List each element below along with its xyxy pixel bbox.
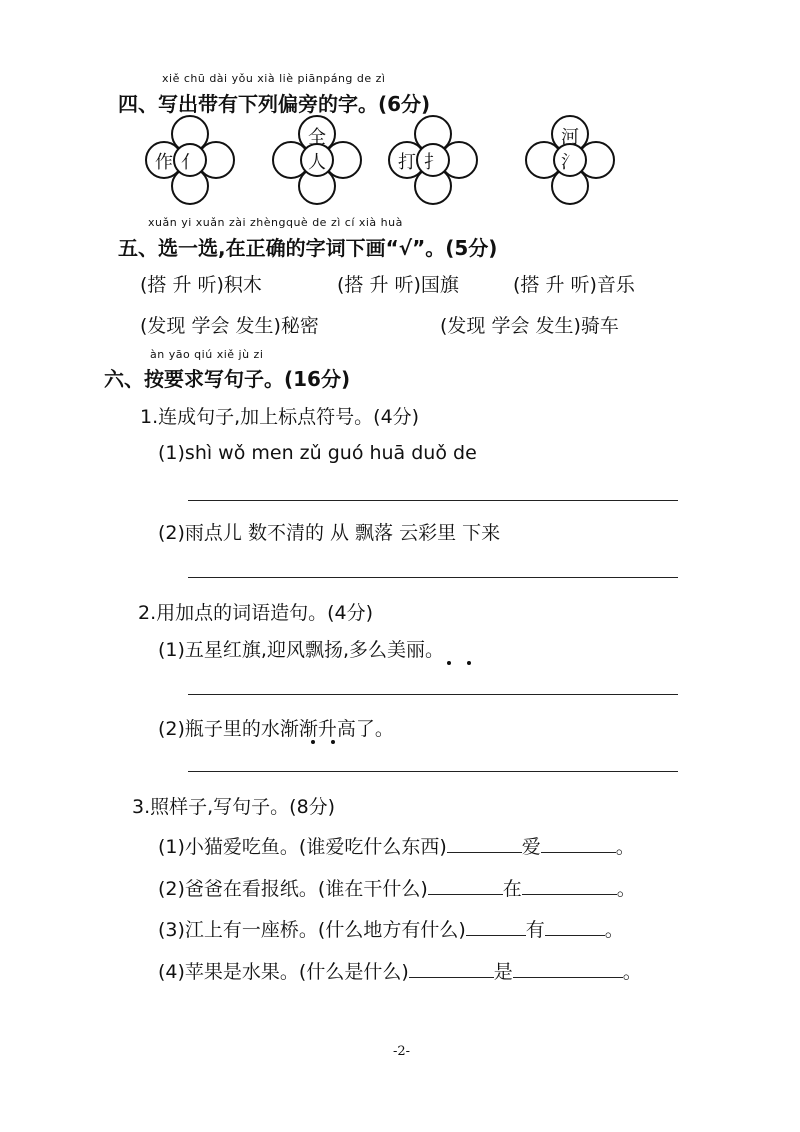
radical-char: 亻 xyxy=(181,152,199,173)
answer-blank[interactable] xyxy=(409,959,494,978)
example-char: 打 xyxy=(398,152,416,173)
radical-flower xyxy=(383,110,483,210)
emphasis-dot xyxy=(331,740,335,744)
q3-item-text: (4)苹果是水果。(什么是什么) xyxy=(158,961,409,983)
q3-item-text: (1)小猫爱吃鱼。(谁爱吃什么东西) xyxy=(158,836,447,858)
answer-blank[interactable] xyxy=(466,917,526,936)
example-char: 全 xyxy=(308,127,326,148)
section6-title: 六、按要求写句子。(16分) xyxy=(104,367,351,391)
page-number: -2- xyxy=(393,1044,411,1059)
q1-item2: (2)雨点儿 数不清的 从 飘落 云彩里 下来 xyxy=(158,522,501,544)
q3-item-mid: 爱 xyxy=(521,836,541,858)
choice-ride-bike: (发现 学会 发生)骑车 xyxy=(440,315,619,337)
q3-item1 xyxy=(158,832,635,859)
q2-title: 2.用加点的词语造句。(4分) xyxy=(138,602,374,624)
q3-item-end: 。 xyxy=(622,961,642,983)
q1-answer-line-2[interactable] xyxy=(188,577,678,578)
emphasis-dot xyxy=(311,740,315,744)
radical-char: 扌 xyxy=(424,152,442,173)
radical-char: 人 xyxy=(308,152,326,173)
q2-item1: (1)五星红旗,迎风飘扬,多么美丽。 xyxy=(158,639,444,661)
emphasis-dot xyxy=(467,661,471,665)
q2-item2: (2)瓶子里的水渐渐升高了。 xyxy=(158,718,394,740)
answer-blank[interactable] xyxy=(545,917,605,936)
section5-pinyin: xuǎn yi xuǎn zài zhèngquè de zì cí xià huà xyxy=(148,216,403,229)
q3-item-end: 。 xyxy=(604,919,624,941)
section6-pinyin: àn yāo qiú xiě jù zi xyxy=(150,348,264,361)
radical-flower xyxy=(267,110,367,210)
q3-item-text: (3)江上有一座桥。(什么地方有什么) xyxy=(158,919,466,941)
q2-answer-line-1[interactable] xyxy=(188,694,678,695)
q3-item2 xyxy=(158,874,636,901)
answer-blank[interactable] xyxy=(541,834,616,853)
q2-answer-line-2[interactable] xyxy=(188,771,678,772)
answer-blank[interactable] xyxy=(447,834,522,853)
q1-item1: (1)shì wǒ men zǔ guó huā duǒ de xyxy=(158,442,477,464)
q3-item-mid: 是 xyxy=(493,961,513,983)
section5-title: 五、选一选,在正确的字词下画“√”。(5分) xyxy=(118,236,498,260)
q1-answer-line-1[interactable] xyxy=(188,500,678,501)
answer-blank[interactable] xyxy=(513,959,623,978)
section4-title: 四、写出带有下列偏旁的字。(6分) xyxy=(118,92,431,116)
q3-item4 xyxy=(158,957,642,984)
radical-flower xyxy=(520,110,620,210)
choice-music: (搭 升 听)音乐 xyxy=(513,274,635,296)
q3-item3 xyxy=(158,915,624,942)
emphasis-dot xyxy=(447,661,451,665)
q3-item-end: 。 xyxy=(615,836,635,858)
q3-item-text: (2)爸爸在看报纸。(谁在干什么) xyxy=(158,878,428,900)
choice-flag: (搭 升 听)国旗 xyxy=(337,274,459,296)
q1-title: 1.连成句子,加上标点符号。(4分) xyxy=(140,406,420,428)
q3-title: 3.照样子,写句子。(8分) xyxy=(132,796,336,818)
example-char: 河 xyxy=(561,127,579,148)
q3-item-mid: 有 xyxy=(525,919,545,941)
q3-item-end: 。 xyxy=(616,878,636,900)
example-char: 作 xyxy=(155,152,173,173)
section4-pinyin: xiě chū dài yǒu xià liè piānpáng de zì xyxy=(162,72,386,85)
q3-item-mid: 在 xyxy=(502,878,522,900)
answer-blank[interactable] xyxy=(428,876,503,895)
choice-blocks-toy: (搭 升 听)积木 xyxy=(140,274,262,296)
radical-flower xyxy=(140,110,240,210)
answer-blank[interactable] xyxy=(522,876,617,895)
radical-char: 氵 xyxy=(561,152,579,173)
choice-secret: (发现 学会 发生)秘密 xyxy=(140,315,319,337)
